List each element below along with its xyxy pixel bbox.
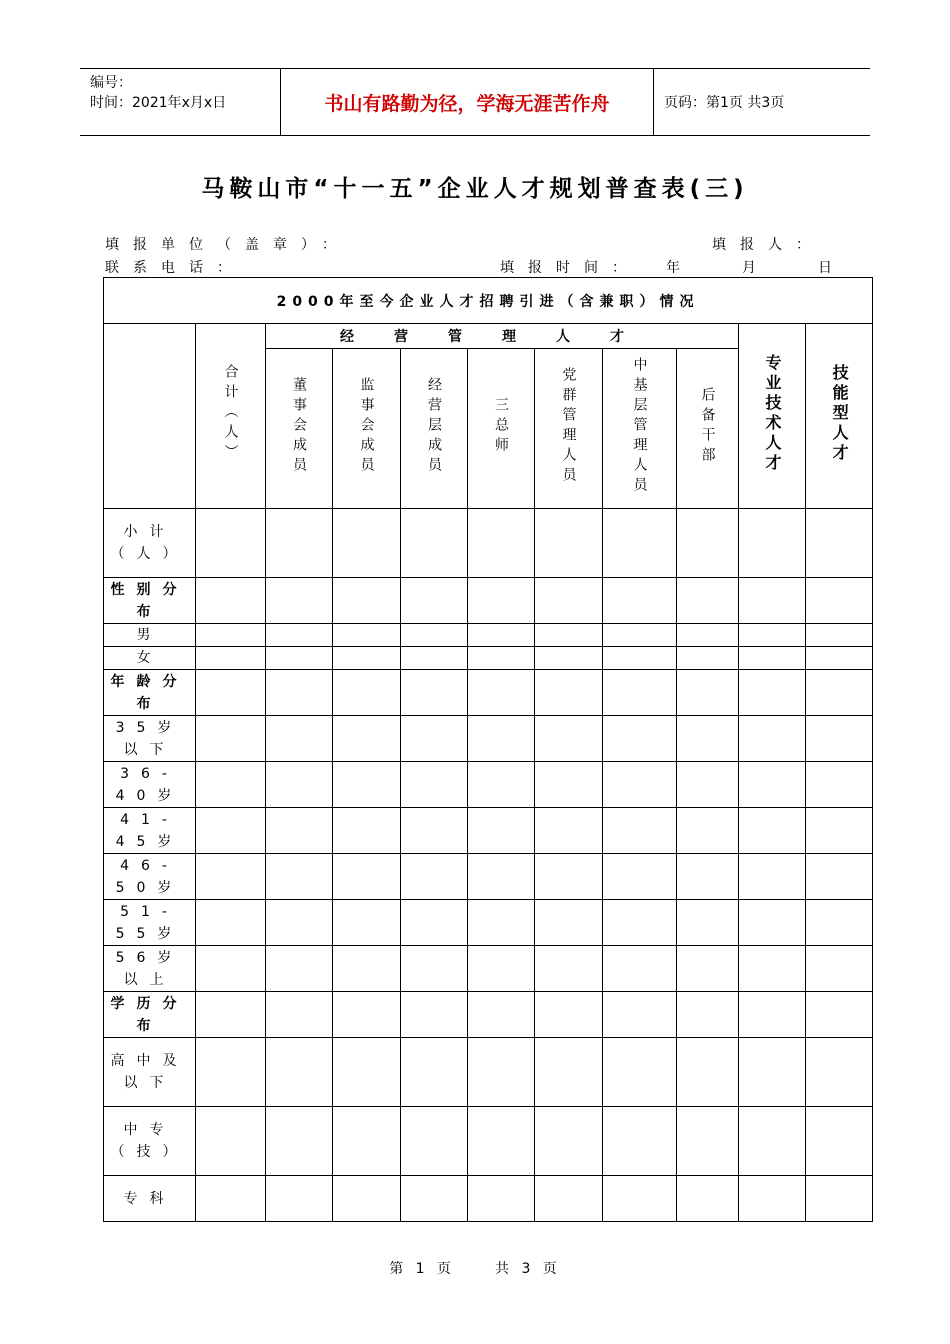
day-label: 日 bbox=[818, 260, 846, 276]
table-cell[interactable] bbox=[468, 1176, 535, 1222]
col-mgmt: 经营层成员 bbox=[401, 349, 468, 509]
table-cell[interactable] bbox=[535, 946, 603, 992]
table-cell[interactable] bbox=[266, 624, 333, 647]
table-cell[interactable] bbox=[196, 509, 266, 578]
table-body bbox=[104, 509, 873, 1222]
table-cell[interactable] bbox=[333, 578, 401, 624]
table-cell[interactable] bbox=[677, 946, 739, 992]
table-cell[interactable] bbox=[739, 509, 806, 578]
table-cell[interactable] bbox=[677, 992, 739, 1038]
table-row bbox=[104, 992, 873, 1038]
table-cell[interactable] bbox=[739, 716, 806, 762]
table-cell[interactable] bbox=[677, 1107, 739, 1176]
table-cell[interactable] bbox=[806, 1038, 873, 1107]
table-cell[interactable] bbox=[603, 808, 677, 854]
table-cell[interactable] bbox=[677, 854, 739, 900]
table-cell[interactable] bbox=[739, 1107, 806, 1176]
table-cell[interactable] bbox=[677, 808, 739, 854]
table-cell[interactable] bbox=[677, 624, 739, 647]
table-row bbox=[104, 808, 873, 854]
table-cell[interactable] bbox=[468, 647, 535, 670]
row-label: 41-45岁 bbox=[104, 808, 196, 854]
section-title: 2000年至今企业人才招聘引进（含兼职）情况 bbox=[104, 278, 873, 324]
table-cell[interactable] bbox=[196, 1107, 266, 1176]
table-cell[interactable] bbox=[196, 762, 266, 808]
table-cell[interactable] bbox=[806, 1107, 873, 1176]
table-cell[interactable] bbox=[196, 1038, 266, 1107]
table-cell[interactable] bbox=[739, 578, 806, 624]
table-row bbox=[104, 1107, 873, 1176]
table-cell[interactable] bbox=[603, 509, 677, 578]
table-cell[interactable] bbox=[401, 1038, 468, 1107]
survey-table bbox=[103, 277, 873, 1222]
table-cell[interactable] bbox=[468, 854, 535, 900]
table-cell[interactable] bbox=[333, 624, 401, 647]
table-cell[interactable] bbox=[401, 900, 468, 946]
table-row bbox=[104, 624, 873, 647]
table-cell[interactable] bbox=[535, 808, 603, 854]
col-mgmt: 三总师 bbox=[468, 349, 535, 509]
row-label: 男 bbox=[104, 624, 196, 647]
row-label: 51-55岁 bbox=[104, 900, 196, 946]
col-mgmt: 董事会成员 bbox=[266, 349, 333, 509]
row-label: 高中及以下 bbox=[104, 1038, 196, 1107]
table-cell[interactable] bbox=[677, 1176, 739, 1222]
col-mgmt: 监事会成员 bbox=[333, 349, 401, 509]
footer-page: 第 1 页 bbox=[389, 1261, 455, 1277]
row-label: 学历分布 bbox=[104, 992, 196, 1038]
table-cell[interactable] bbox=[739, 762, 806, 808]
table-cell[interactable] bbox=[739, 670, 806, 716]
table-cell[interactable] bbox=[806, 624, 873, 647]
table-cell[interactable] bbox=[806, 762, 873, 808]
table-cell[interactable] bbox=[535, 992, 603, 1038]
table-cell[interactable] bbox=[401, 1107, 468, 1176]
phone-label: 联系电话： bbox=[105, 260, 245, 276]
table-cell[interactable] bbox=[266, 946, 333, 992]
table-cell[interactable] bbox=[603, 1038, 677, 1107]
col-mgmt: 中基层管理人员 bbox=[603, 349, 677, 509]
table-cell[interactable] bbox=[468, 1107, 535, 1176]
table-cell[interactable] bbox=[603, 670, 677, 716]
table-cell[interactable] bbox=[739, 647, 806, 670]
table-cell[interactable] bbox=[535, 900, 603, 946]
row-label: 专科 bbox=[104, 1176, 196, 1222]
row-label: 35岁以下 bbox=[104, 716, 196, 762]
table-cell[interactable] bbox=[401, 854, 468, 900]
table-cell[interactable] bbox=[535, 624, 603, 647]
table-cell[interactable] bbox=[535, 1038, 603, 1107]
table-cell[interactable] bbox=[196, 992, 266, 1038]
table-cell[interactable] bbox=[401, 716, 468, 762]
table-cell[interactable] bbox=[468, 716, 535, 762]
table-row bbox=[104, 1038, 873, 1107]
col-skill: 技能型人才 bbox=[806, 324, 873, 509]
table-row bbox=[104, 1176, 873, 1222]
row-label: 56岁以上 bbox=[104, 946, 196, 992]
table-cell[interactable] bbox=[739, 992, 806, 1038]
table-cell[interactable] bbox=[739, 946, 806, 992]
table-cell[interactable] bbox=[333, 762, 401, 808]
table-cell[interactable] bbox=[603, 716, 677, 762]
table-cell[interactable] bbox=[266, 854, 333, 900]
table-cell[interactable] bbox=[677, 578, 739, 624]
table-cell[interactable] bbox=[196, 854, 266, 900]
table-cell[interactable] bbox=[468, 578, 535, 624]
table-cell[interactable] bbox=[196, 624, 266, 647]
table-cell[interactable] bbox=[603, 900, 677, 946]
table-cell[interactable] bbox=[677, 670, 739, 716]
table-cell[interactable] bbox=[333, 670, 401, 716]
table-cell[interactable] bbox=[677, 509, 739, 578]
table-cell[interactable] bbox=[333, 1176, 401, 1222]
table-cell[interactable] bbox=[468, 946, 535, 992]
header-divider bbox=[653, 69, 654, 135]
table-cell[interactable] bbox=[535, 854, 603, 900]
year-label: 年 bbox=[666, 260, 694, 276]
table-cell[interactable] bbox=[739, 624, 806, 647]
table-row bbox=[104, 762, 873, 808]
table-cell[interactable] bbox=[333, 808, 401, 854]
table-cell[interactable] bbox=[535, 647, 603, 670]
table-row bbox=[104, 647, 873, 670]
table-cell[interactable] bbox=[266, 509, 333, 578]
table-cell[interactable] bbox=[806, 578, 873, 624]
row-label: 46-50岁 bbox=[104, 854, 196, 900]
table-row bbox=[104, 854, 873, 900]
table-cell[interactable] bbox=[196, 647, 266, 670]
table-cell[interactable] bbox=[333, 900, 401, 946]
table-cell[interactable] bbox=[806, 946, 873, 992]
table-cell[interactable] bbox=[468, 509, 535, 578]
table-cell[interactable] bbox=[603, 624, 677, 647]
table-cell[interactable] bbox=[196, 808, 266, 854]
table-cell[interactable] bbox=[196, 900, 266, 946]
table-cell[interactable] bbox=[535, 762, 603, 808]
table-cell[interactable] bbox=[603, 992, 677, 1038]
table-cell[interactable] bbox=[806, 716, 873, 762]
col-tech: 专业技术人才 bbox=[739, 324, 806, 509]
table-cell[interactable] bbox=[266, 808, 333, 854]
table-cell[interactable] bbox=[196, 670, 266, 716]
document-header bbox=[80, 68, 870, 136]
row-label-header bbox=[104, 324, 196, 509]
col-mgmt: 后备干部 bbox=[677, 349, 739, 509]
table-cell[interactable] bbox=[196, 1176, 266, 1222]
footer-total: 共 3 页 bbox=[495, 1261, 561, 1277]
table-row bbox=[104, 900, 873, 946]
table-cell[interactable] bbox=[603, 854, 677, 900]
table-cell[interactable] bbox=[603, 1107, 677, 1176]
table-cell[interactable] bbox=[468, 624, 535, 647]
table-row bbox=[104, 716, 873, 762]
table-cell[interactable] bbox=[468, 762, 535, 808]
table-cell[interactable] bbox=[266, 762, 333, 808]
table-cell[interactable] bbox=[266, 670, 333, 716]
table-cell[interactable] bbox=[266, 1107, 333, 1176]
table-cell[interactable] bbox=[739, 808, 806, 854]
col-total: 合计（人） bbox=[196, 324, 266, 509]
table-cell[interactable] bbox=[806, 509, 873, 578]
table-cell[interactable] bbox=[401, 946, 468, 992]
table-cell[interactable] bbox=[401, 808, 468, 854]
table-cell[interactable] bbox=[603, 1176, 677, 1222]
table-cell[interactable] bbox=[333, 854, 401, 900]
table-cell[interactable] bbox=[806, 1176, 873, 1222]
table-cell[interactable] bbox=[806, 808, 873, 854]
table-cell[interactable] bbox=[535, 1107, 603, 1176]
report-time-label: 填报时间： bbox=[500, 260, 640, 276]
table-cell[interactable] bbox=[333, 716, 401, 762]
month-label: 月 bbox=[742, 260, 770, 276]
table-cell[interactable] bbox=[806, 647, 873, 670]
row-label: 性别分布 bbox=[104, 578, 196, 624]
table-cell[interactable] bbox=[196, 578, 266, 624]
row-label: 年龄分布 bbox=[104, 670, 196, 716]
table-cell[interactable] bbox=[468, 808, 535, 854]
mgmt-group-header: 经营管理人才 bbox=[266, 324, 739, 349]
table-cell[interactable] bbox=[677, 762, 739, 808]
table-row bbox=[104, 578, 873, 624]
header-page-label: 页码：第1页 共3页 bbox=[664, 95, 785, 111]
table-cell[interactable] bbox=[739, 1038, 806, 1107]
reporter-label: 填报人： bbox=[712, 237, 824, 253]
table-cell[interactable] bbox=[677, 716, 739, 762]
row-label: 小计（人） bbox=[104, 509, 196, 578]
table-cell[interactable] bbox=[401, 624, 468, 647]
table-cell[interactable] bbox=[333, 1038, 401, 1107]
table-cell[interactable] bbox=[535, 509, 603, 578]
table-cell[interactable] bbox=[806, 854, 873, 900]
table-cell[interactable] bbox=[806, 670, 873, 716]
table-cell[interactable] bbox=[196, 716, 266, 762]
table-cell[interactable] bbox=[266, 578, 333, 624]
table-cell[interactable] bbox=[468, 900, 535, 946]
table-cell[interactable] bbox=[196, 946, 266, 992]
table-cell[interactable] bbox=[333, 946, 401, 992]
table-row bbox=[104, 509, 873, 578]
time-label: 时间：2021年x月x日 bbox=[90, 95, 227, 111]
table-cell[interactable] bbox=[677, 900, 739, 946]
table-cell[interactable] bbox=[401, 762, 468, 808]
table-cell[interactable] bbox=[333, 647, 401, 670]
table-cell[interactable] bbox=[401, 670, 468, 716]
table-cell[interactable] bbox=[333, 1107, 401, 1176]
table-cell[interactable] bbox=[266, 716, 333, 762]
header-slogan: 书山有路勤为径，学海无涯苦作舟 bbox=[324, 92, 610, 115]
table-cell[interactable] bbox=[266, 1176, 333, 1222]
table-cell[interactable] bbox=[468, 670, 535, 716]
table-cell[interactable] bbox=[266, 992, 333, 1038]
table-cell[interactable] bbox=[535, 578, 603, 624]
col-mgmt: 党群管理人员 bbox=[535, 349, 603, 509]
table-cell[interactable] bbox=[266, 647, 333, 670]
table-cell[interactable] bbox=[739, 1176, 806, 1222]
table-cell[interactable] bbox=[468, 992, 535, 1038]
table-cell[interactable] bbox=[677, 1038, 739, 1107]
table-cell[interactable] bbox=[739, 900, 806, 946]
table-cell[interactable] bbox=[401, 578, 468, 624]
page-title: 马鞍山市“十一五”企业人才规划普查表(三) bbox=[201, 176, 749, 202]
table-cell[interactable] bbox=[401, 647, 468, 670]
table-cell[interactable] bbox=[806, 992, 873, 1038]
table-cell[interactable] bbox=[266, 1038, 333, 1107]
table-cell[interactable] bbox=[603, 946, 677, 992]
page-footer bbox=[0, 1258, 950, 1278]
table-row bbox=[104, 670, 873, 716]
table-cell[interactable] bbox=[677, 647, 739, 670]
table-cell[interactable] bbox=[333, 509, 401, 578]
header-meta bbox=[80, 69, 280, 135]
row-label: 中专（技） bbox=[104, 1107, 196, 1176]
table-cell[interactable] bbox=[468, 1038, 535, 1107]
table-cell[interactable] bbox=[535, 1176, 603, 1222]
table-cell[interactable] bbox=[739, 854, 806, 900]
table-cell[interactable] bbox=[603, 647, 677, 670]
table-cell[interactable] bbox=[401, 1176, 468, 1222]
table-cell[interactable] bbox=[535, 716, 603, 762]
number-label: 编号： bbox=[90, 75, 132, 91]
table-cell[interactable] bbox=[266, 900, 333, 946]
table-cell[interactable] bbox=[603, 762, 677, 808]
table-cell[interactable] bbox=[535, 670, 603, 716]
table-cell[interactable] bbox=[333, 992, 401, 1038]
table-cell[interactable] bbox=[806, 900, 873, 946]
row-label: 女 bbox=[104, 647, 196, 670]
table-cell[interactable] bbox=[401, 992, 468, 1038]
row-label: 36-40岁 bbox=[104, 762, 196, 808]
table-cell[interactable] bbox=[401, 509, 468, 578]
table-row bbox=[104, 946, 873, 992]
unit-label: 填报单位（盖章）： bbox=[105, 237, 350, 253]
table-cell[interactable] bbox=[603, 578, 677, 624]
